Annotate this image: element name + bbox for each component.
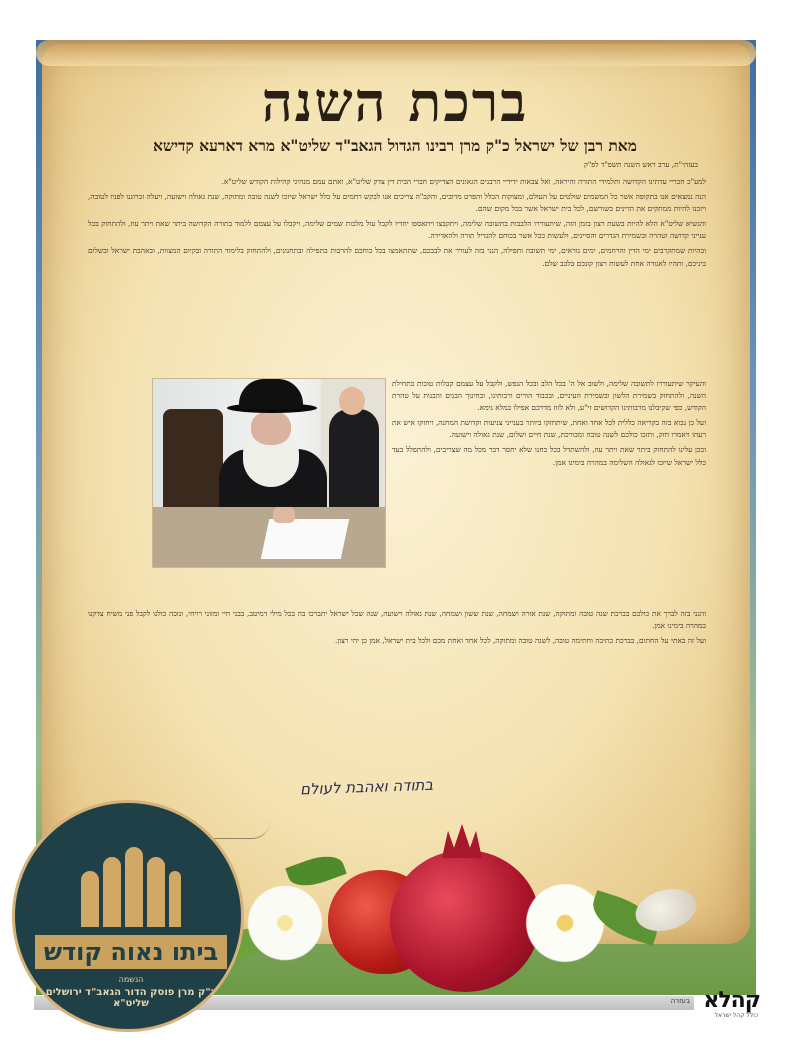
paragraph: והנשיא שליט"א הלא להיות בשעת רצון בזמן הזה, שיתעוררו הלבבות בתשובה שלימה, ויתקבצו ויתאספו יחדיו לקבל עול מלכות שמים שלימה, ויקבלו על עצמם ללמוד בתורה הקדושה ביתר שאת ויתר עוז, ולהתחזק בכל ענייני קדושה וטהרה ובשמירת הגדרים והסייגים, ולעשות ככל אשר בכוחם להגדיל תורה ולהאדירה. [88,219,706,241]
fruit-decoration [180,820,750,995]
publication-brand [700,988,760,1018]
paragraph: ובכן עלינו להתחזק ביתר שאת ויתר עוז, ולהשתדל בכל כחנו שלא יחסר דבר מכל מה שצריכים, ולהתפלל בעד כלל ישראל שיזכו לגאולה השלימה במהרה בימינו אמן. [392,445,706,467]
paragraph: למע"כ חבריי עדתינו הקדושה ותלמידי התורה והיראה, ואל צבאות ידידיי הרבנים הגאונים הצדיקים חברי הבית דין צדק שליט"א, ואתם עמם מנהיגי קהילות הקודש שליט"א. [221,177,706,186]
paragraph: והעיקר שיתעוררו לתשובה שלימה, ולשוב אל ה' בכל הלב ובכל הנפש, ולקבל על עצמם קבלות טובות בתחילת השנה, ולהתחזק בשמירת הלשון ובשמירת העיניים, ובכבוד הורים ורבותינו, ובחינוך הבנים והבנות על טהרת הקודש, כפי שקיבלנו מרבותינו הקדושים זי"ע, ולא לזוז מדרכם אפילו כמלא נימא. [392,379,706,413]
brand-logo-text: קהלא [703,988,760,1013]
paragraph: ועל זה באתי על החתום, בברכת כתיבה וחתימה טובה, לשנה טובה ומתוקה, לכל אחד ואחת מכם ולכל בית ישראל, אמן כן יהי רצון. [334,636,706,646]
paragraph: ועל כן נבוא בזה בקריאה כללית לכל אחד ואחת, שיתחזקו ביותר בענייני צניעות וקדושת המחנה, ויחזקו איש את רעהו ויאמרו חזק, ותזכו כולכם לשנה טובה ומבורכת, שנת חיים ושלום, שנת גאולה וישועה. [392,418,706,440]
text-right-column [392,378,706,604]
document-title: ברכת השנה [261,70,529,134]
paragraph: והנני בזה לברך את כולכם בברכת שנה טובה ומתוקה, שנת אורה ושמחה, שנת ששון ושמחה, שנת גאולה וישועה, שנה שכל ישראל יתברכו בה בכל מילי דמיטב, בבני חיי ומזוני רויחי, ונזכה כולנו לקבל פני משיח צדקנו במהרה בימינו אמן. [88,609,706,631]
paragraph: ובהיות שמתקרבים ימי הדין והרחמים, ימים נוראים, ימי תשובה ותפילה, הנני בזה לעורר את לבבכם, שתתאמצו בכל כוחכם להרבות בתפילה ובתחנונים, ולהתחזק בלימוד התורה ובקיום המצוות, ובאהבת ישראל ובשלום ביניכם, ותהיו לאגודה אחת לעשות רצון קונכם בלבב שלם. [88,246,706,268]
text-top [88,176,706,372]
logo-subtitle: הנשמה [118,975,144,984]
logo-subtitle-name: כ"ק מרן פוסק הדור הגאב"ד ירושלים שליט"א [45,987,217,1009]
pomegranate-crown-icon [442,824,482,858]
logo-name: ביתו נאוה קודש [35,935,227,969]
circular-logo [12,800,244,1032]
text-bottom [88,608,706,768]
date-line: בעזהי"ת, ערב ראש השנה תשפ"ד לפ"ק [583,160,698,169]
paragraph: הנה נמצאים אנו בתקופה אשר כל המשמים שולטים על העולם, ומצוקות הכלל והפרט מרובים, והקב"ה צריכים אנו לבקש רחמים על כלל ישראל שיזכו לשנה טובה ומתוקה, שנת גאולה וישועה, ויעלה זכרוננו לפניו לטובה, ויזכנו להיות ממתקים את הדינים בשורשם, לכל בית ישראל אשר בכל מקום שהם. [88,192,706,214]
scroll-top-curl [36,40,756,66]
rabbi-photo [152,378,386,568]
flower-icon [242,880,328,966]
building-icon [81,847,181,927]
pomegranate-icon [390,850,540,992]
footer-page-text: בעזרה [670,997,690,1005]
brand-subtitle: כולל קהל ישראל [714,1012,758,1019]
document-subtitle: מאת רבן של ישראל כ"ק מרן רבינו הגדול הגאב"ד שליט"א מרא דארעא קדישא [153,136,637,155]
handwritten-signature: בתודה ואהבת לעולם [299,775,434,799]
